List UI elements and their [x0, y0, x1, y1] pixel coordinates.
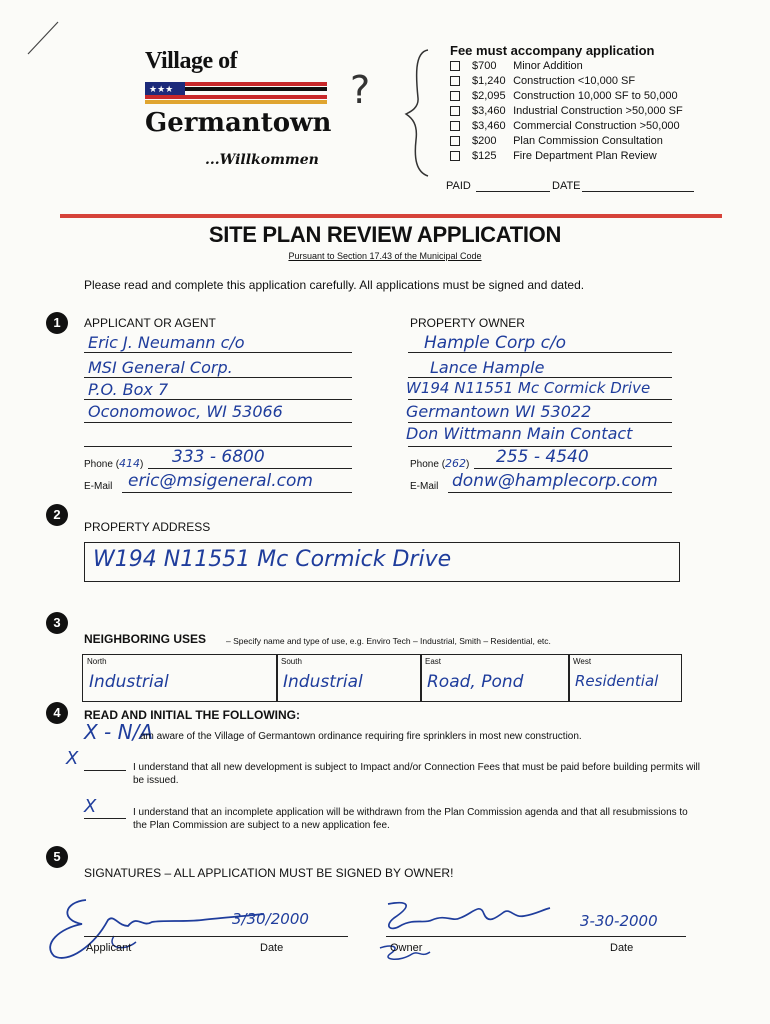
applicant-signature-date[interactable]: 3/30/2000 — [232, 910, 309, 928]
flag-icon — [145, 82, 327, 108]
neighbor-west[interactable] — [568, 654, 682, 702]
checkbox[interactable] — [450, 61, 460, 71]
applicant-email-rule — [122, 492, 352, 493]
owner-line-2[interactable]: Lance Hample — [430, 358, 545, 377]
west-value: Residential — [575, 672, 659, 690]
applicant-email-label: E-Mail — [84, 481, 113, 492]
neighbor-east[interactable] — [420, 654, 570, 702]
property-address-label: PROPERTY ADDRESS — [84, 520, 211, 534]
fee-desc: Plan Commission Consultation — [513, 135, 663, 147]
applicant-line-1-rule — [84, 352, 352, 353]
section-5-number: 5 — [46, 846, 68, 868]
applicant-signature-rule — [84, 936, 348, 937]
checkbox[interactable] — [450, 121, 460, 131]
owner-line-3-rule — [408, 399, 672, 400]
owner-line-3[interactable]: W194 N11551 Mc Cormick Drive — [406, 379, 651, 397]
read-initial-label: READ AND INITIAL THE FOLLOWING: — [84, 708, 300, 722]
svg-text:★★★: ★★★ — [149, 85, 174, 95]
applicant-line-3[interactable]: P.O. Box 7 — [88, 380, 169, 399]
pen-mark — [24, 18, 64, 58]
checkbox[interactable] — [450, 91, 460, 101]
neighbor-north[interactable] — [82, 654, 278, 702]
owner-phone-area[interactable]: 262 — [445, 457, 467, 470]
checkbox[interactable] — [450, 106, 460, 116]
owner-phone[interactable]: 255 - 4540 — [496, 447, 589, 467]
section-4-number: 4 — [46, 702, 68, 724]
fee-desc: Commercial Construction >50,000 — [513, 120, 680, 132]
applicant-line-4[interactable]: Oconomowoc, WI 53066 — [88, 402, 283, 421]
owner-email-rule — [448, 492, 672, 493]
form-instructions: Please read and complete this application carefully. All applications must be signed and dated. — [84, 278, 585, 292]
owner-line-4[interactable]: Germantown WI 53022 — [406, 402, 592, 421]
paid-field[interactable] — [476, 191, 550, 192]
form-subtitle: Pursuant to Section 17.43 of the Municipal Code — [288, 251, 482, 261]
north-label: North — [87, 657, 107, 666]
acknowledgement-2: I understand that all new development is subject to Impact and/or Connection Fees that must be paid before building permits will be issued. — [133, 762, 700, 786]
fee-amount: $1,240 — [472, 75, 506, 87]
fee-row[interactable] — [450, 75, 635, 87]
fee-amount: $3,460 — [472, 105, 506, 117]
fee-amount: $700 — [472, 60, 497, 72]
checkbox[interactable] — [450, 136, 460, 146]
fee-amount: $3,460 — [472, 120, 506, 132]
applicant-line-4-rule — [84, 422, 352, 423]
applicant-date-label: Date — [260, 942, 284, 954]
owner-label: Owner — [390, 942, 423, 954]
applicant-phone-label: Phone (414) — [84, 457, 144, 470]
applicant-line-3-rule — [84, 399, 352, 400]
south-label: South — [281, 657, 302, 666]
logo-germantown: Germantown — [145, 108, 332, 138]
fee-amount: $125 — [472, 150, 497, 162]
checkbox[interactable] — [450, 76, 460, 86]
owner-signature-date[interactable]: 3-30-2000 — [580, 912, 658, 930]
initial-2[interactable]: X — [66, 748, 79, 769]
owner-heading: PROPERTY OWNER — [410, 316, 525, 330]
fee-date-label: DATE — [552, 180, 581, 192]
initial-2-rule — [84, 770, 126, 771]
signatures-label: SIGNATURES – ALL APPLICATION MUST BE SIGNED BY OWNER! — [84, 866, 454, 880]
initial-3[interactable]: X — [84, 796, 97, 817]
owner-signature-rule — [386, 936, 686, 937]
acknowledgement-3: I understand that an incomplete application will be withdrawn from the Plan Commission agenda and that all resubmissions to the Plan Commission are subject to a new application fee. — [133, 807, 688, 831]
owner-phone-rule — [474, 468, 672, 469]
owner-line-4-rule — [408, 422, 672, 423]
east-label: East — [425, 657, 442, 666]
form-title: SITE PLAN REVIEW APPLICATION — [208, 222, 562, 247]
fee-row[interactable] — [450, 120, 680, 132]
village-logo — [145, 48, 345, 178]
fee-desc: Minor Addition — [513, 60, 583, 72]
property-address-box[interactable] — [84, 542, 680, 582]
applicant-line-1[interactable]: Eric J. Neumann c/o — [88, 333, 245, 352]
neighboring-uses-label: NEIGHBORING USES — [84, 632, 207, 646]
acknowledgement-1: am aware of the Village of Germantown ordinance requiring fire sprinklers in most new construction. — [140, 731, 582, 742]
fee-row[interactable] — [450, 135, 663, 147]
applicant-heading: APPLICANT OR AGENT — [84, 316, 216, 330]
fee-amount: $200 — [472, 135, 497, 147]
red-divider — [60, 214, 722, 218]
applicant-line-2[interactable]: MSI General Corp. — [88, 358, 233, 377]
section-1-number: 1 — [46, 312, 68, 334]
fee-title: Fee must accompany application — [450, 43, 655, 58]
fee-row[interactable] — [450, 150, 657, 162]
brace-mark — [404, 48, 432, 178]
fee-row[interactable] — [450, 60, 583, 72]
fee-desc: Fire Department Plan Review — [513, 150, 657, 162]
applicant-phone[interactable]: 333 - 6800 — [172, 447, 265, 467]
fee-row[interactable] — [450, 105, 683, 117]
neighbor-south[interactable] — [276, 654, 422, 702]
applicant-line-2-rule — [84, 377, 352, 378]
owner-signature[interactable] — [360, 888, 560, 978]
logo-tagline: ...Willkommen — [205, 152, 319, 168]
owner-line-1-rule — [408, 352, 672, 353]
west-label: West — [573, 657, 592, 666]
applicant-phone-rule — [148, 468, 352, 469]
fee-amount: $2,095 — [472, 90, 506, 102]
owner-phone-label: Phone (262) — [410, 457, 470, 470]
logo-village-of: Village of — [145, 48, 238, 74]
fee-date-field[interactable] — [582, 191, 694, 192]
owner-email-label: E-Mail — [410, 481, 439, 492]
applicant-label: Applicant — [86, 942, 132, 954]
owner-line-2-rule — [408, 377, 672, 378]
applicant-phone-area[interactable]: 414 — [119, 457, 141, 470]
property-address-value: W194 N11551 Mc Cormick Drive — [93, 547, 452, 572]
question-mark-annotation: ? — [350, 68, 371, 112]
applicant-email[interactable]: eric@msigeneral.com — [128, 471, 313, 491]
owner-date-label: Date — [610, 942, 634, 954]
checkbox[interactable] — [450, 151, 460, 161]
north-value: Industrial — [89, 672, 169, 692]
east-value: Road, Pond — [427, 672, 524, 692]
owner-email[interactable]: donw@hamplecorp.com — [452, 471, 658, 491]
south-value: Industrial — [283, 672, 363, 692]
neighboring-uses-hint: – Specify name and type of use, e.g. Enviro Tech – Industrial, Smith – Residential, etc. — [226, 636, 551, 646]
section-3-number: 3 — [46, 612, 68, 634]
fee-desc: Industrial Construction >50,000 SF — [513, 105, 683, 117]
paid-label: PAID — [446, 180, 471, 192]
fee-desc: Construction 10,000 SF to 50,000 — [513, 90, 678, 102]
fee-desc: Construction <10,000 SF — [513, 75, 636, 87]
fee-row[interactable] — [450, 90, 678, 102]
section-2-number: 2 — [46, 504, 68, 526]
initial-3-rule — [84, 818, 126, 819]
owner-line-5[interactable]: Don Wittmann Main Contact — [406, 424, 633, 443]
initial-1[interactable]: X - N/A — [84, 720, 154, 744]
owner-line-1[interactable]: Hample Corp c/o — [424, 333, 567, 353]
